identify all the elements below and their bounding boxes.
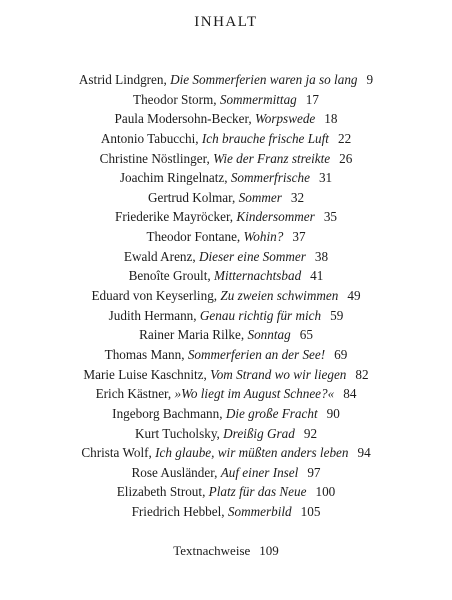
- toc-entry: [0, 365, 452, 385]
- toc-page-number: 17: [305, 91, 319, 107]
- toc-author: Paula Modersohn-Becker,: [114, 111, 252, 127]
- toc-author: Joachim Ringelnatz,: [119, 170, 228, 186]
- toc-page-number: 59: [330, 307, 344, 323]
- toc-entry: [0, 207, 452, 227]
- toc-author: Rose Ausländer,: [131, 464, 218, 480]
- toc-author: Erich Kästner,: [95, 386, 172, 402]
- toc-author: Kurt Tucholsky,: [134, 425, 220, 441]
- toc-author: Christine Nöstlinger,: [99, 150, 210, 166]
- toc-entry: [0, 482, 452, 502]
- toc-author: Antonio Tabucchi,: [100, 130, 199, 146]
- toc-entry: [0, 286, 452, 306]
- toc-author: Astrid Lindgren,: [78, 72, 167, 87]
- toc-title: Genau richtig für mich: [199, 307, 322, 323]
- toc-page-number: 100: [315, 484, 336, 500]
- toc-title: Auf einer Insel: [220, 464, 299, 480]
- toc-author: Eduard von Keyserling,: [91, 288, 218, 304]
- toc-page-number: 37: [292, 229, 306, 245]
- toc-author: Marie Luise Kaschnitz,: [83, 366, 207, 382]
- toc-entry: [0, 325, 452, 345]
- toc-page-number: 82: [355, 366, 369, 382]
- toc-title: Zu zweien schwimmen: [220, 288, 339, 304]
- toc-entry: [0, 306, 452, 326]
- toc-title: Sommermittag: [219, 91, 297, 107]
- toc-page-number: 65: [299, 327, 313, 343]
- toc-page-number: 22: [337, 130, 352, 146]
- toc-title: Worpswede: [254, 111, 316, 127]
- toc-author: Gertrud Kolmar,: [147, 189, 236, 205]
- toc-entry: [0, 227, 452, 247]
- toc-page-number: 49: [347, 288, 361, 304]
- toc-title: Die Sommerferien waren ja so lang: [170, 72, 358, 87]
- toc-title: Mitternachtsbad: [213, 268, 302, 284]
- toc-author: Christa Wolf,: [81, 445, 152, 461]
- toc-entry: [0, 502, 452, 522]
- toc-title: Sommer: [238, 189, 282, 205]
- toc-entry: [0, 384, 452, 404]
- toc-title: Ich glaube, wir müßten anders leben: [155, 445, 349, 461]
- toc-page-number: 31: [318, 170, 333, 186]
- footer-page-number: 109: [259, 543, 279, 558]
- toc-page-number: 97: [307, 464, 321, 480]
- toc-author: Theodor Storm,: [133, 91, 217, 107]
- toc-page-number: 32: [290, 189, 305, 205]
- toc-author: Elizabeth Strout,: [116, 484, 206, 500]
- toc-title: Die große Fracht: [225, 405, 318, 421]
- toc-page-number: 84: [343, 386, 357, 402]
- toc-title: Dreißig Grad: [223, 425, 295, 441]
- toc-author: Benoîte Groult,: [128, 268, 211, 284]
- page-title: INHALT: [194, 14, 258, 30]
- toc-author: Friederike Mayröcker,: [115, 209, 234, 225]
- toc-entry: [0, 463, 452, 483]
- toc-entry: [0, 109, 452, 129]
- toc-page-number: 90: [326, 405, 340, 421]
- toc-footer-entry: [0, 543, 452, 559]
- toc-page-number: 94: [357, 445, 371, 461]
- toc-entry: [0, 188, 452, 208]
- toc-title: Sommerfrische: [230, 170, 310, 186]
- toc-author: Ingeborg Bachmann,: [112, 405, 223, 421]
- toc-title: Ich brauche frische Luft: [201, 130, 329, 146]
- footer-label: Textnachweise: [173, 543, 251, 558]
- toc-author: Friedrich Hebbel,: [131, 504, 225, 520]
- toc-title: Kindersommer: [236, 209, 315, 225]
- toc-entry: [0, 247, 452, 267]
- toc-title: Wohin?: [243, 229, 284, 245]
- toc-author: Thomas Mann,: [104, 346, 185, 362]
- toc-page-number: 9: [366, 72, 374, 87]
- toc-page-number: 26: [339, 150, 353, 166]
- toc-entry: [0, 266, 452, 286]
- toc-page-number: 18: [324, 111, 338, 127]
- toc-title: Sonntag: [247, 327, 291, 343]
- toc-entry: [0, 168, 452, 188]
- toc-page-number: 92: [303, 425, 318, 441]
- toc-page-number: 38: [314, 248, 329, 264]
- toc-entry: [0, 345, 452, 365]
- table-of-contents: [0, 70, 452, 522]
- toc-entry: [0, 404, 452, 424]
- toc-author: Rainer Maria Rilke,: [139, 327, 245, 343]
- toc-page-number: 35: [323, 209, 337, 225]
- toc-title: Sommerferien an der See!: [187, 346, 326, 362]
- toc-author: Judith Hermann,: [108, 307, 197, 323]
- toc-entry: [0, 149, 452, 169]
- toc-entry: [0, 424, 452, 444]
- toc-entry: [0, 70, 452, 90]
- toc-title: Platz für das Neue: [208, 484, 307, 500]
- toc-title: »Wo liegt im August Schnee?«: [174, 386, 335, 402]
- toc-page-number: 105: [300, 504, 321, 520]
- toc-entry: [0, 443, 452, 463]
- toc-page-number: 41: [310, 268, 324, 284]
- toc-title: Vom Strand wo wir liegen: [210, 366, 347, 382]
- toc-author: Theodor Fontane,: [146, 229, 241, 245]
- toc-entry: [0, 129, 452, 149]
- toc-page-number: 69: [334, 346, 348, 362]
- toc-title: Sommerbild: [227, 504, 292, 520]
- toc-entry: [0, 90, 452, 110]
- toc-title: Wie der Franz streikte: [213, 150, 331, 166]
- toc-title: Dieser eine Sommer: [198, 248, 306, 264]
- toc-author: Ewald Arenz,: [123, 248, 196, 264]
